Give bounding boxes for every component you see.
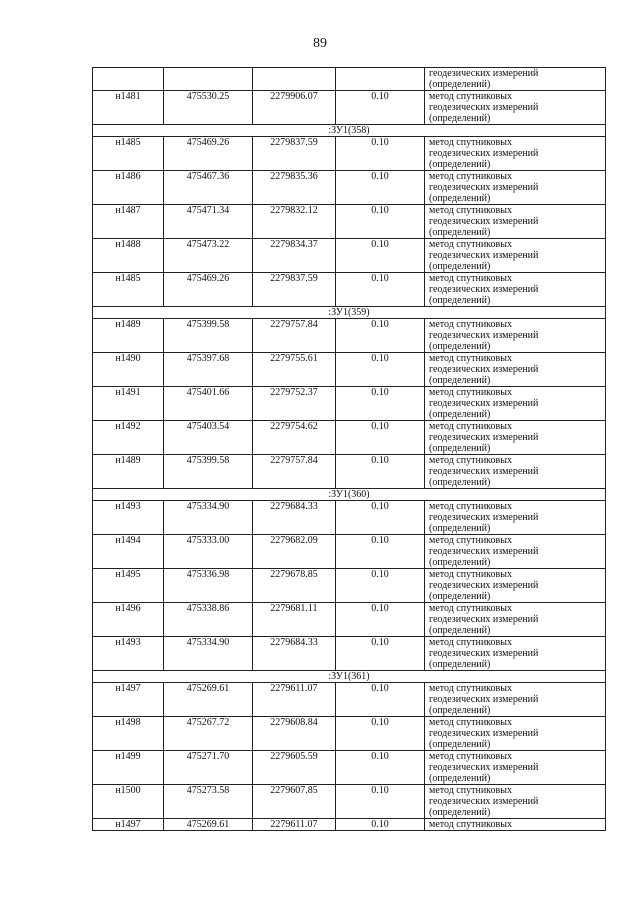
point-id-cell: н1497 bbox=[93, 683, 164, 717]
y-coordinate-cell: 2279752.37 bbox=[253, 387, 336, 421]
table-row bbox=[93, 683, 606, 717]
x-coordinate-cell: 475471.34 bbox=[164, 205, 253, 239]
table-row bbox=[93, 239, 606, 273]
page-number: 89 bbox=[313, 36, 327, 51]
x-coordinate-cell: 475333.00 bbox=[164, 535, 253, 569]
table-row bbox=[93, 319, 606, 353]
x-coordinate-cell: 475530.25 bbox=[164, 91, 253, 125]
method-cell: метод спутниковых геодезических измерений (определений) bbox=[425, 717, 606, 751]
method-cell: метод спутниковых геодезических измерений (определений) bbox=[425, 171, 606, 205]
point-id-cell: н1500 bbox=[93, 785, 164, 819]
method-cell: метод спутниковых геодезических измерений (определений) bbox=[425, 421, 606, 455]
table-row bbox=[93, 501, 606, 535]
error-cell: 0.10 bbox=[336, 205, 425, 239]
point-id-cell: н1489 bbox=[93, 455, 164, 489]
section-label: :ЗУ1(360) bbox=[93, 489, 606, 501]
point-id-cell: н1493 bbox=[93, 637, 164, 671]
y-coordinate-cell: 2279684.33 bbox=[253, 637, 336, 671]
method-cell: метод спутниковых геодезических измерений (определений) bbox=[425, 751, 606, 785]
error-cell: 0.10 bbox=[336, 455, 425, 489]
x-coordinate-cell: 475401.66 bbox=[164, 387, 253, 421]
table-row bbox=[93, 785, 606, 819]
error-cell: 0.10 bbox=[336, 273, 425, 307]
table-row bbox=[93, 819, 606, 831]
point-id-cell: н1499 bbox=[93, 751, 164, 785]
point-id-cell: н1497 bbox=[93, 819, 164, 831]
x-coordinate-cell: 475336.98 bbox=[164, 569, 253, 603]
y-coordinate-cell: 2279681.11 bbox=[253, 603, 336, 637]
section-header-row bbox=[93, 671, 606, 683]
method-cell: метод спутниковых геодезических измерений (определений) bbox=[425, 501, 606, 535]
point-id-cell: н1485 bbox=[93, 273, 164, 307]
y-coordinate-cell: 2279837.59 bbox=[253, 137, 336, 171]
table-row bbox=[93, 603, 606, 637]
table-row bbox=[93, 569, 606, 603]
section-header-row bbox=[93, 307, 606, 319]
y-coordinate-cell bbox=[253, 68, 336, 91]
x-coordinate-cell: 475403.54 bbox=[164, 421, 253, 455]
section-label: :ЗУ1(361) bbox=[93, 671, 606, 683]
x-coordinate-cell: 475269.61 bbox=[164, 819, 253, 831]
method-cell: геодезических измерений (определений) bbox=[425, 68, 606, 91]
x-coordinate-cell: 475469.26 bbox=[164, 137, 253, 171]
x-coordinate-cell: 475399.58 bbox=[164, 319, 253, 353]
table-row bbox=[93, 751, 606, 785]
method-cell: метод спутниковых геодезических измерений (определений) bbox=[425, 91, 606, 125]
y-coordinate-cell: 2279837.59 bbox=[253, 273, 336, 307]
table-row bbox=[93, 68, 606, 91]
y-coordinate-cell: 2279608.84 bbox=[253, 717, 336, 751]
y-coordinate-cell: 2279611.07 bbox=[253, 683, 336, 717]
section-header-row bbox=[93, 489, 606, 501]
method-cell: метод спутниковых bbox=[425, 819, 606, 831]
point-id-cell: н1498 bbox=[93, 717, 164, 751]
method-cell: метод спутниковых геодезических измерений (определений) bbox=[425, 239, 606, 273]
method-cell: метод спутниковых геодезических измерений (определений) bbox=[425, 455, 606, 489]
error-cell: 0.10 bbox=[336, 569, 425, 603]
point-id-cell: н1481 bbox=[93, 91, 164, 125]
y-coordinate-cell: 2279611.07 bbox=[253, 819, 336, 831]
coordinates-table bbox=[92, 67, 606, 831]
error-cell: 0.10 bbox=[336, 421, 425, 455]
error-cell: 0.10 bbox=[336, 603, 425, 637]
table-row bbox=[93, 91, 606, 125]
error-cell: 0.10 bbox=[336, 387, 425, 421]
x-coordinate-cell: 475267.72 bbox=[164, 717, 253, 751]
y-coordinate-cell: 2279754.62 bbox=[253, 421, 336, 455]
method-cell: метод спутниковых геодезических измерений (определений) bbox=[425, 387, 606, 421]
x-coordinate-cell: 475334.90 bbox=[164, 501, 253, 535]
method-cell: метод спутниковых геодезических измерений (определений) bbox=[425, 137, 606, 171]
point-id-cell: н1485 bbox=[93, 137, 164, 171]
error-cell: 0.10 bbox=[336, 319, 425, 353]
error-cell: 0.10 bbox=[336, 171, 425, 205]
table-row bbox=[93, 535, 606, 569]
error-cell bbox=[336, 68, 425, 91]
section-label: :ЗУ1(359) bbox=[93, 307, 606, 319]
error-cell: 0.10 bbox=[336, 637, 425, 671]
error-cell: 0.10 bbox=[336, 785, 425, 819]
point-id-cell: н1491 bbox=[93, 387, 164, 421]
table-row bbox=[93, 171, 606, 205]
table-row bbox=[93, 637, 606, 671]
x-coordinate-cell: 475399.58 bbox=[164, 455, 253, 489]
point-id-cell bbox=[93, 68, 164, 91]
error-cell: 0.10 bbox=[336, 819, 425, 831]
method-cell: метод спутниковых геодезических измерений (определений) bbox=[425, 319, 606, 353]
y-coordinate-cell: 2279832.12 bbox=[253, 205, 336, 239]
method-cell: метод спутниковых геодезических измерений (определений) bbox=[425, 603, 606, 637]
y-coordinate-cell: 2279835.36 bbox=[253, 171, 336, 205]
table-row bbox=[93, 387, 606, 421]
y-coordinate-cell: 2279906.07 bbox=[253, 91, 336, 125]
point-id-cell: н1487 bbox=[93, 205, 164, 239]
y-coordinate-cell: 2279755.61 bbox=[253, 353, 336, 387]
point-id-cell: н1486 bbox=[93, 171, 164, 205]
y-coordinate-cell: 2279757.84 bbox=[253, 455, 336, 489]
point-id-cell: н1495 bbox=[93, 569, 164, 603]
section-header-row bbox=[93, 125, 606, 137]
x-coordinate-cell: 475467.36 bbox=[164, 171, 253, 205]
x-coordinate-cell: 475271.70 bbox=[164, 751, 253, 785]
error-cell: 0.10 bbox=[336, 717, 425, 751]
error-cell: 0.10 bbox=[336, 239, 425, 273]
method-cell: метод спутниковых геодезических измерений (определений) bbox=[425, 535, 606, 569]
error-cell: 0.10 bbox=[336, 137, 425, 171]
x-coordinate-cell: 475473.22 bbox=[164, 239, 253, 273]
y-coordinate-cell: 2279757.84 bbox=[253, 319, 336, 353]
section-label: :ЗУ1(358) bbox=[93, 125, 606, 137]
table-row bbox=[93, 137, 606, 171]
x-coordinate-cell: 475269.61 bbox=[164, 683, 253, 717]
point-id-cell: н1489 bbox=[93, 319, 164, 353]
method-cell: метод спутниковых геодезических измерений (определений) bbox=[425, 683, 606, 717]
error-cell: 0.10 bbox=[336, 91, 425, 125]
method-cell: метод спутниковых геодезических измерений (определений) bbox=[425, 785, 606, 819]
coordinates-table-body bbox=[93, 68, 606, 831]
error-cell: 0.10 bbox=[336, 501, 425, 535]
x-coordinate-cell: 475334.90 bbox=[164, 637, 253, 671]
table-row bbox=[93, 455, 606, 489]
table-row bbox=[93, 717, 606, 751]
y-coordinate-cell: 2279678.85 bbox=[253, 569, 336, 603]
x-coordinate-cell bbox=[164, 68, 253, 91]
point-id-cell: н1488 bbox=[93, 239, 164, 273]
y-coordinate-cell: 2279682.09 bbox=[253, 535, 336, 569]
table-row bbox=[93, 421, 606, 455]
x-coordinate-cell: 475469.26 bbox=[164, 273, 253, 307]
method-cell: метод спутниковых геодезических измерений (определений) bbox=[425, 205, 606, 239]
table-row bbox=[93, 353, 606, 387]
point-id-cell: н1492 bbox=[93, 421, 164, 455]
y-coordinate-cell: 2279607.85 bbox=[253, 785, 336, 819]
y-coordinate-cell: 2279605.59 bbox=[253, 751, 336, 785]
method-cell: метод спутниковых геодезических измерений (определений) bbox=[425, 273, 606, 307]
error-cell: 0.10 bbox=[336, 751, 425, 785]
error-cell: 0.10 bbox=[336, 353, 425, 387]
point-id-cell: н1490 bbox=[93, 353, 164, 387]
table-row bbox=[93, 205, 606, 239]
table-row bbox=[93, 273, 606, 307]
method-cell: метод спутниковых геодезических измерений (определений) bbox=[425, 353, 606, 387]
error-cell: 0.10 bbox=[336, 683, 425, 717]
point-id-cell: н1496 bbox=[93, 603, 164, 637]
y-coordinate-cell: 2279834.37 bbox=[253, 239, 336, 273]
method-cell: метод спутниковых геодезических измерений (определений) bbox=[425, 569, 606, 603]
x-coordinate-cell: 475273.58 bbox=[164, 785, 253, 819]
point-id-cell: н1493 bbox=[93, 501, 164, 535]
y-coordinate-cell: 2279684.33 bbox=[253, 501, 336, 535]
error-cell: 0.10 bbox=[336, 535, 425, 569]
method-cell: метод спутниковых геодезических измерений (определений) bbox=[425, 637, 606, 671]
x-coordinate-cell: 475397.68 bbox=[164, 353, 253, 387]
x-coordinate-cell: 475338.86 bbox=[164, 603, 253, 637]
point-id-cell: н1494 bbox=[93, 535, 164, 569]
